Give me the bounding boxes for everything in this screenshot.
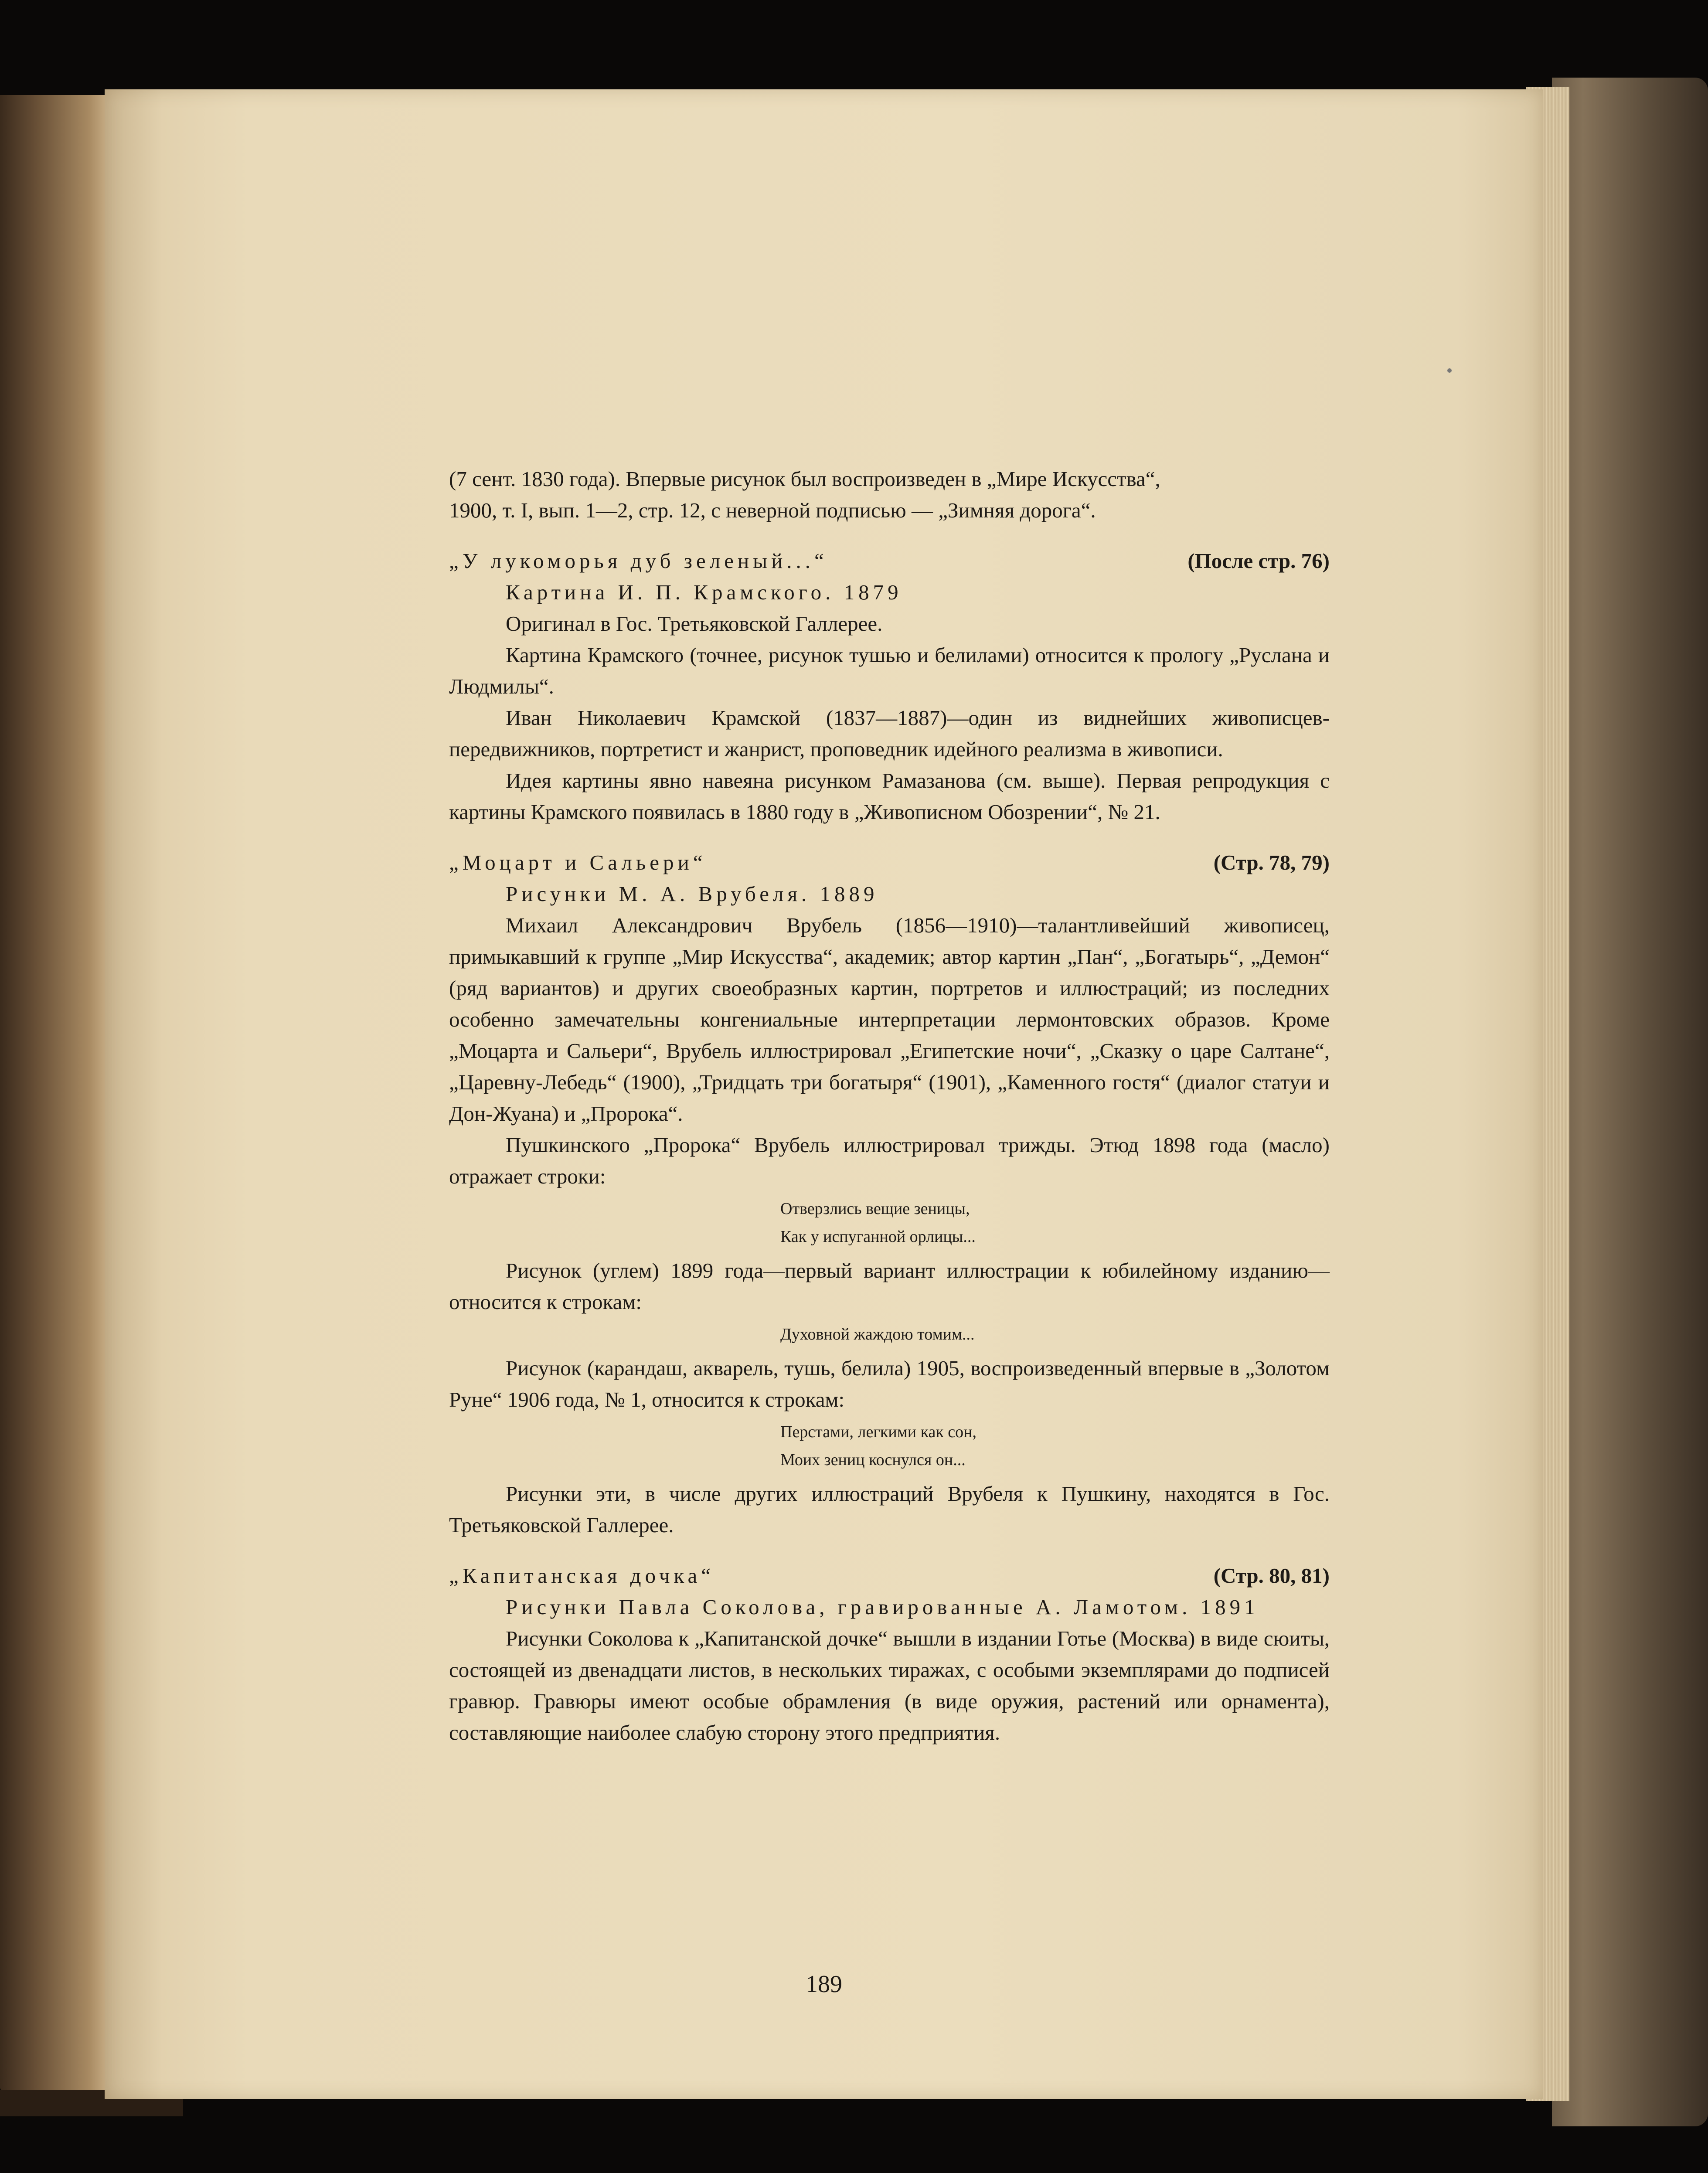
paragraph: Рисунки Соколова к „Капитанской дочке“ вышли в издании Готье (Москва) в виде сюиты, состоящей из двенадцати листов, в нескольких тиражах, с особыми экземплярами до подписей гравюр. Гравюры имеют особые обрамления (в виде оружия, растений или орнамента), составляющие наиболее слабую сторону этого предприятия. xyxy=(449,1626,1330,1745)
intro-line: 1900, т. I, вып. 1—2, стр. 12, с неверной подписью — „Зимняя дорога“. xyxy=(449,498,1096,522)
paragraph: Картина Крамского (точнее, рисунок тушью и белилами) относится к прологу „Руслана и Людмилы“. xyxy=(449,643,1330,698)
verse-quote xyxy=(449,1195,1330,1251)
verse-line: Как у испуганной орлицы... xyxy=(780,1228,976,1246)
verse-line: Перстами, легкими как сон, xyxy=(780,1423,977,1441)
page-number: 189 xyxy=(806,1971,842,1998)
section-heading xyxy=(449,847,1330,878)
section-subtitle: Рисунки М. А. Врубеля. 1889 xyxy=(506,882,878,906)
section-heading xyxy=(449,1560,1330,1591)
page-reference: (Стр. 80, 81) xyxy=(1213,1564,1330,1588)
paragraph: Иван Николаевич Крамской (1837—1887)—один из виднейших живописцев-передвижников, портретист и жанрист, проповедник идейного реализма в живописи. xyxy=(449,706,1330,761)
page-speck xyxy=(1447,368,1452,373)
paragraph: Рисунок (карандаш, акварель, тушь, белила) 1905, воспроизведенный впервые в „Золотом Руне“ 1906 года, № 1, относится к строкам: xyxy=(449,1356,1330,1411)
section-title: „Моцарт и Сальери“ xyxy=(449,850,707,874)
section-title: „У лукоморья дуб зеленый...“ xyxy=(449,549,828,573)
left-page-edge xyxy=(0,95,111,2091)
intro-line: (7 сент. 1830 года). Впервые рисунок был воспроизведен в „Мире Искусства“, xyxy=(449,467,1160,491)
section-heading xyxy=(449,545,1330,577)
verse-quote xyxy=(449,1320,1330,1348)
paragraph: Рисунки эти, в числе других иллюстраций Врубеля к Пушкину, находятся в Гос. Третьяковской Галлерее. xyxy=(449,1482,1330,1537)
page-reference: (После стр. 76) xyxy=(1187,549,1330,573)
verse-line: Духовной жаждою томим... xyxy=(780,1325,975,1343)
section-subtitle: Рисунки Павла Соколова, гравированные А. Ламотом. 1891 xyxy=(506,1595,1259,1619)
section-title: „Капитанская дочка“ xyxy=(449,1564,715,1588)
paragraph: Идея картины явно навеяна рисунком Рамазанова (см. выше). Первая репродукция с картины Крамского появилась в 1880 году в „Живописном Обозрении“, № 21. xyxy=(449,769,1330,824)
verse-quote xyxy=(449,1418,1330,1474)
paragraph: Рисунок (углем) 1899 года—первый вариант иллюстрации к юбилейному изданию—относится к строкам: xyxy=(449,1258,1330,1314)
book-page xyxy=(105,89,1543,2099)
verse-line: Отверзлись вещие зеницы, xyxy=(780,1200,970,1218)
verse-line: Моих зениц коснулся он... xyxy=(780,1451,966,1469)
paragraph: Пушкинского „Пророка“ Врубель иллюстрировал трижды. Этюд 1898 года (масло) отражает строки: xyxy=(449,1133,1330,1188)
section-subtitle: Картина И. П. Крамского. 1879 xyxy=(506,580,902,604)
paragraph: Михаил Александрович Врубель (1856—1910)—талантливейший живописец, примыкавший к группе „Мир Искусства“, академик; автор картин „Пан“, „Богатырь“, „Демон“ (ряд вариантов) и других своеобразных картин, портретов и иллюстраций; из последних особенно замечательны конгениальные интерпретации лермонтовских образов. Кроме „Моцарта и Сальери“, Врубель иллюстрировал „Египетские ночи“, „Сказку о царе Салтане“, „Царевну-Лебедь“ (1900), „Тридцать три богатыря“ (1901), „Каменного гостя“ (диалог статуи и Дон-Жуана) и „Пророка“. xyxy=(449,913,1330,1126)
page-reference: (Стр. 78, 79) xyxy=(1213,850,1330,874)
book-cover-right xyxy=(1552,78,1708,2126)
page-content xyxy=(449,463,1330,1748)
original-location: Оригинал в Гос. Третьяковской Галлерее. xyxy=(506,612,883,636)
